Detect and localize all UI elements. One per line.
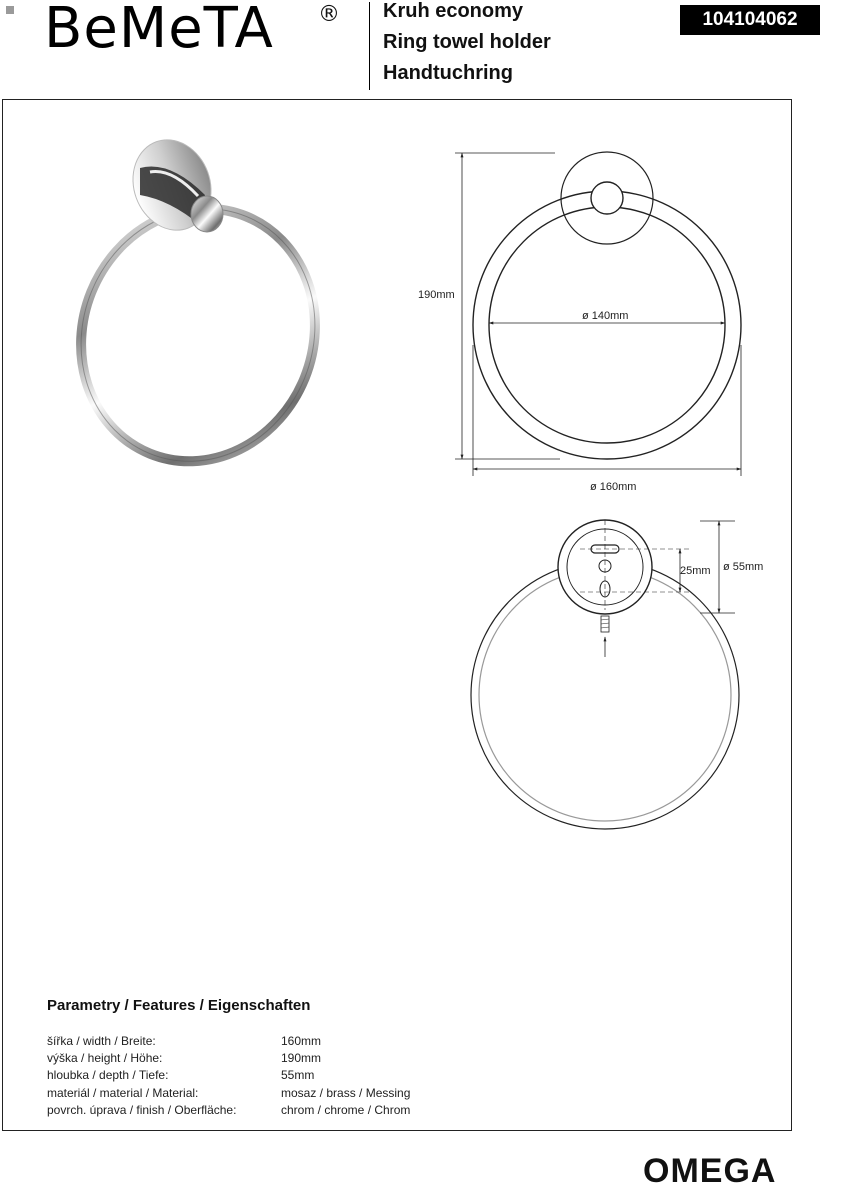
spec-value: 190mm <box>281 1051 322 1065</box>
outer-diameter-label: ø 160mm <box>590 481 637 493</box>
product-name-cz: Kruh economy <box>383 0 524 22</box>
product-name-en: Ring towel holder <box>383 31 551 53</box>
product-code-badge: 104104062 <box>680 5 820 35</box>
features-title: Parametry / Features / Eigenschaften <box>47 997 311 1014</box>
registered-mark: ® <box>318 2 340 27</box>
product-name-de: Handtuchring <box>383 62 513 84</box>
base-diameter-label: ø 55mm <box>723 561 764 573</box>
height-dimension-label: 190mm <box>418 289 455 301</box>
product-photo <box>43 129 352 497</box>
spec-value: chrom / chrome / Chrom <box>281 1103 411 1117</box>
series-name: OMEGA <box>643 1152 777 1190</box>
spec-label: hloubka / depth / Tiefe: <box>47 1068 169 1082</box>
offset-dimension-label: 25mm <box>680 565 711 577</box>
spec-value: mosaz / brass / Messing <box>281 1086 411 1100</box>
spec-value: 55mm <box>281 1068 315 1082</box>
spec-value: 160mm <box>281 1034 322 1048</box>
spec-label: povrch. úprava / finish / Oberfläche: <box>47 1103 237 1117</box>
brand-logo: BeMeTA <box>44 0 274 61</box>
inner-diameter-label: ø 140mm <box>582 310 629 322</box>
spec-label: šířka / width / Breite: <box>47 1034 156 1048</box>
spec-label: výška / height / Höhe: <box>47 1051 163 1065</box>
spec-label: materiál / material / Material: <box>47 1086 199 1100</box>
